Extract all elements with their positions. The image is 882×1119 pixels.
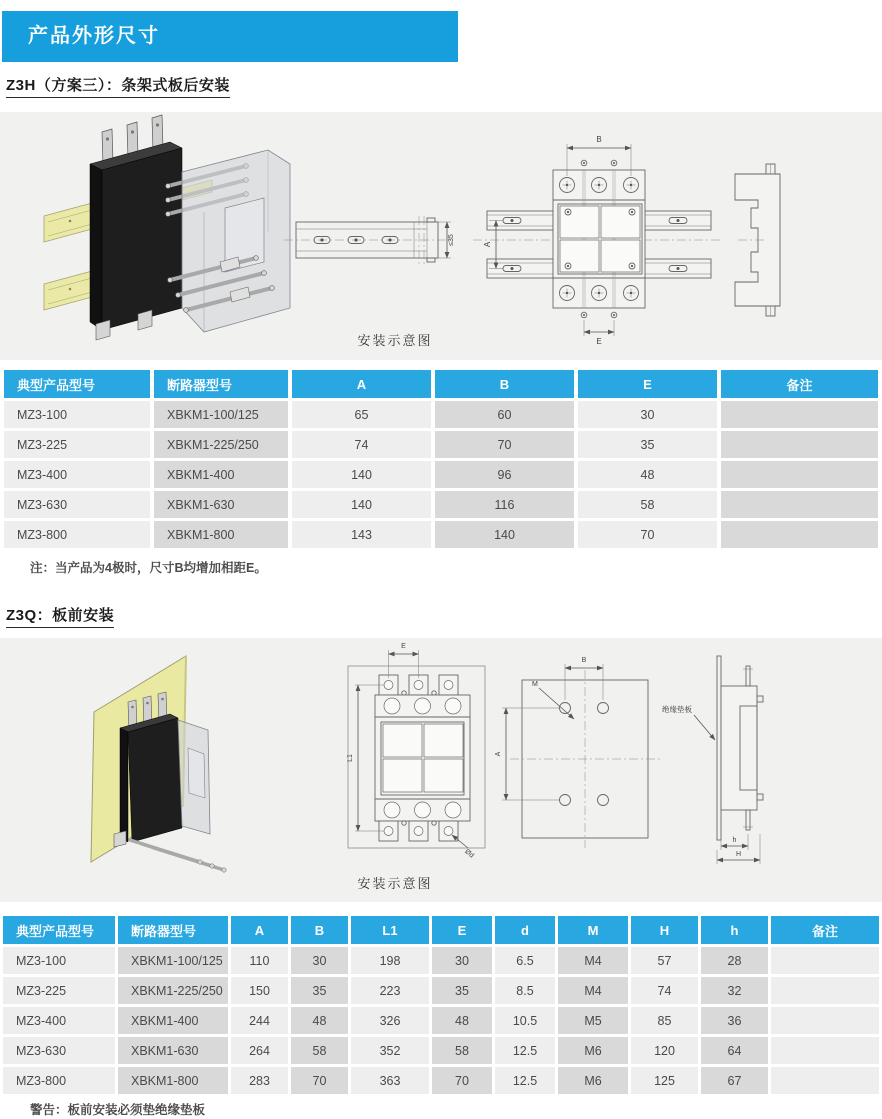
section1-dimensions-table bbox=[0, 367, 882, 551]
table-cell: 35 bbox=[432, 977, 492, 1004]
table-header-row bbox=[3, 916, 879, 944]
table-cell: XBKM1-225/250 bbox=[154, 431, 288, 458]
table-cell: 110 bbox=[231, 947, 288, 974]
table-cell: 30 bbox=[291, 947, 348, 974]
table-cell: 58 bbox=[432, 1037, 492, 1064]
table-cell: 244 bbox=[231, 1007, 288, 1034]
table-cell: MZ3-100 bbox=[4, 401, 150, 428]
table-cell: MZ3-225 bbox=[3, 977, 115, 1004]
column-header: 断路器型号 bbox=[154, 370, 288, 398]
column-header: A bbox=[292, 370, 431, 398]
insulation-pad-label: 绝缘垫板 bbox=[662, 705, 692, 714]
table-cell: XBKM1-630 bbox=[154, 491, 288, 518]
table-cell: 12.5 bbox=[495, 1067, 555, 1094]
table-cell: MZ3-630 bbox=[4, 491, 150, 518]
table-cell bbox=[721, 461, 878, 488]
table-cell: 70 bbox=[578, 521, 717, 548]
table-cell: 150 bbox=[231, 977, 288, 1004]
table-cell: M6 bbox=[558, 1067, 628, 1094]
section1-diagram-caption: 安装示意图 bbox=[357, 333, 433, 348]
table-cell: M4 bbox=[558, 977, 628, 1004]
breaker-front-view bbox=[473, 135, 722, 346]
table-cell: 125 bbox=[631, 1067, 698, 1094]
section2-warning: 警告：板前安装必须垫绝缘垫板 bbox=[30, 1103, 206, 1117]
table-cell: 35 bbox=[578, 431, 717, 458]
page-title: 产品外形尺寸 bbox=[28, 25, 160, 47]
column-header: 备注 bbox=[771, 916, 879, 944]
section2-drawing-panel bbox=[0, 638, 882, 902]
table-cell: 140 bbox=[292, 491, 431, 518]
table-cell: 32 bbox=[701, 977, 768, 1004]
table-cell: 30 bbox=[578, 401, 717, 428]
table-cell bbox=[771, 1067, 879, 1094]
dim-rail-limit: ≤35 bbox=[448, 234, 455, 246]
table-cell bbox=[771, 1007, 879, 1034]
table-cell: MZ3-800 bbox=[3, 1067, 115, 1094]
column-header: H bbox=[631, 916, 698, 944]
table-cell: 70 bbox=[432, 1067, 492, 1094]
table-cell bbox=[721, 431, 878, 458]
side-view-with-pad bbox=[662, 656, 763, 864]
table-cell bbox=[721, 491, 878, 518]
dim-b-label: B bbox=[596, 135, 602, 144]
section2-technical-drawing bbox=[0, 638, 882, 902]
table-cell: 48 bbox=[578, 461, 717, 488]
table-header-row bbox=[4, 370, 878, 398]
table-cell: M6 bbox=[558, 1037, 628, 1064]
dim-a-label: A bbox=[483, 241, 492, 248]
column-header: h bbox=[701, 916, 768, 944]
column-header: 典型产品型号 bbox=[4, 370, 150, 398]
table-row bbox=[4, 401, 878, 428]
dim-h-big-label: H bbox=[735, 851, 742, 858]
table-cell: 85 bbox=[631, 1007, 698, 1034]
table-cell: XBKM1-400 bbox=[154, 461, 288, 488]
table-cell: 120 bbox=[631, 1037, 698, 1064]
din-rail-top-view bbox=[284, 216, 455, 264]
drilling-pattern-view bbox=[495, 657, 660, 848]
table-cell: 48 bbox=[432, 1007, 492, 1034]
table-row bbox=[4, 521, 878, 548]
table-cell: XBKM1-630 bbox=[118, 1037, 228, 1064]
table-cell: 30 bbox=[432, 947, 492, 974]
table-cell: 70 bbox=[435, 431, 574, 458]
table-cell: 70 bbox=[291, 1067, 348, 1094]
page-title-bar bbox=[2, 11, 458, 62]
table-cell: 140 bbox=[435, 521, 574, 548]
table-cell: 67 bbox=[701, 1067, 768, 1094]
table-cell bbox=[771, 947, 879, 974]
table-cell: 116 bbox=[435, 491, 574, 518]
table-cell: 74 bbox=[631, 977, 698, 1004]
column-header: 断路器型号 bbox=[118, 916, 228, 944]
table-cell: 57 bbox=[631, 947, 698, 974]
table-cell: MZ3-630 bbox=[3, 1037, 115, 1064]
column-header: L1 bbox=[351, 916, 429, 944]
section1-note: 注：当产品为4极时，尺寸B均增加相距E。 bbox=[30, 561, 267, 575]
table-row bbox=[3, 1007, 879, 1034]
table-cell: 198 bbox=[351, 947, 429, 974]
table-cell: 96 bbox=[435, 461, 574, 488]
table-cell: XBKM1-100/125 bbox=[118, 947, 228, 974]
section1-technical-drawing bbox=[0, 112, 882, 360]
table-row bbox=[3, 1067, 879, 1094]
table-cell bbox=[771, 977, 879, 1004]
table-cell: 352 bbox=[351, 1037, 429, 1064]
table-cell: 223 bbox=[351, 977, 429, 1004]
table-cell: 28 bbox=[701, 947, 768, 974]
table-cell: 10.5 bbox=[495, 1007, 555, 1034]
column-header: 典型产品型号 bbox=[3, 916, 115, 944]
table-cell: 65 bbox=[292, 401, 431, 428]
table-cell: M5 bbox=[558, 1007, 628, 1034]
table-cell bbox=[771, 1037, 879, 1064]
table-cell: MZ3-100 bbox=[3, 947, 115, 974]
table-row bbox=[3, 1037, 879, 1064]
table-cell: MZ3-400 bbox=[4, 461, 150, 488]
table-cell: XBKM1-100/125 bbox=[154, 401, 288, 428]
table-cell: 60 bbox=[435, 401, 574, 428]
table-cell: 64 bbox=[701, 1037, 768, 1064]
table-cell: 36 bbox=[701, 1007, 768, 1034]
table-cell: MZ3-800 bbox=[4, 521, 150, 548]
column-header: E bbox=[432, 916, 492, 944]
section2-dimensions-table bbox=[0, 913, 882, 1097]
table-cell: M4 bbox=[558, 947, 628, 974]
table-cell: XBKM1-800 bbox=[154, 521, 288, 548]
dim-h-small-label: h bbox=[732, 837, 737, 844]
breaker-side-profile-view bbox=[735, 164, 780, 316]
table-cell: 264 bbox=[231, 1037, 288, 1064]
dim-e-label: E bbox=[596, 337, 602, 346]
table-cell: XBKM1-400 bbox=[118, 1007, 228, 1034]
table-row bbox=[4, 461, 878, 488]
table-cell: 48 bbox=[291, 1007, 348, 1034]
isometric-breaker-drawing bbox=[44, 115, 290, 340]
isometric-panel-mount-drawing bbox=[91, 656, 226, 872]
column-header: A bbox=[231, 916, 288, 944]
table-cell: 12.5 bbox=[495, 1037, 555, 1064]
table-cell: 35 bbox=[291, 977, 348, 1004]
column-header: B bbox=[291, 916, 348, 944]
table-cell: MZ3-400 bbox=[3, 1007, 115, 1034]
table-cell: 143 bbox=[292, 521, 431, 548]
table-cell: XBKM1-225/250 bbox=[118, 977, 228, 1004]
section2-heading: Z3Q：板前安装 bbox=[6, 604, 114, 628]
table-row bbox=[4, 491, 878, 518]
section2-diagram-caption: 安装示意图 bbox=[357, 876, 433, 891]
table-cell: 283 bbox=[231, 1067, 288, 1094]
dim-m-label: M bbox=[532, 681, 538, 688]
table-cell: 8.5 bbox=[495, 977, 555, 1004]
dim-e-label: E bbox=[401, 643, 406, 650]
dim-l1-label: L1 bbox=[347, 754, 354, 762]
table-cell bbox=[721, 401, 878, 428]
dim-a-label: A bbox=[495, 751, 502, 757]
table-cell: 58 bbox=[578, 491, 717, 518]
dim-d-label: Ød bbox=[463, 848, 475, 860]
table-cell: 140 bbox=[292, 461, 431, 488]
column-header: E bbox=[578, 370, 717, 398]
dim-b-label: B bbox=[581, 657, 587, 664]
table-cell: 6.5 bbox=[495, 947, 555, 974]
table-row bbox=[4, 431, 878, 458]
column-header: d bbox=[495, 916, 555, 944]
table-cell bbox=[721, 521, 878, 548]
column-header: M bbox=[558, 916, 628, 944]
table-row bbox=[3, 947, 879, 974]
table-cell: XBKM1-800 bbox=[118, 1067, 228, 1094]
breaker-front-view bbox=[347, 643, 485, 860]
table-cell: 58 bbox=[291, 1037, 348, 1064]
table-row bbox=[3, 977, 879, 1004]
column-header: 备注 bbox=[721, 370, 878, 398]
column-header: B bbox=[435, 370, 574, 398]
table-cell: 74 bbox=[292, 431, 431, 458]
section1-drawing-panel bbox=[0, 112, 882, 360]
section1-heading: Z3H（方案三）：条架式板后安装 bbox=[6, 74, 230, 98]
table-cell: 326 bbox=[351, 1007, 429, 1034]
table-cell: MZ3-225 bbox=[4, 431, 150, 458]
table-cell: 363 bbox=[351, 1067, 429, 1094]
